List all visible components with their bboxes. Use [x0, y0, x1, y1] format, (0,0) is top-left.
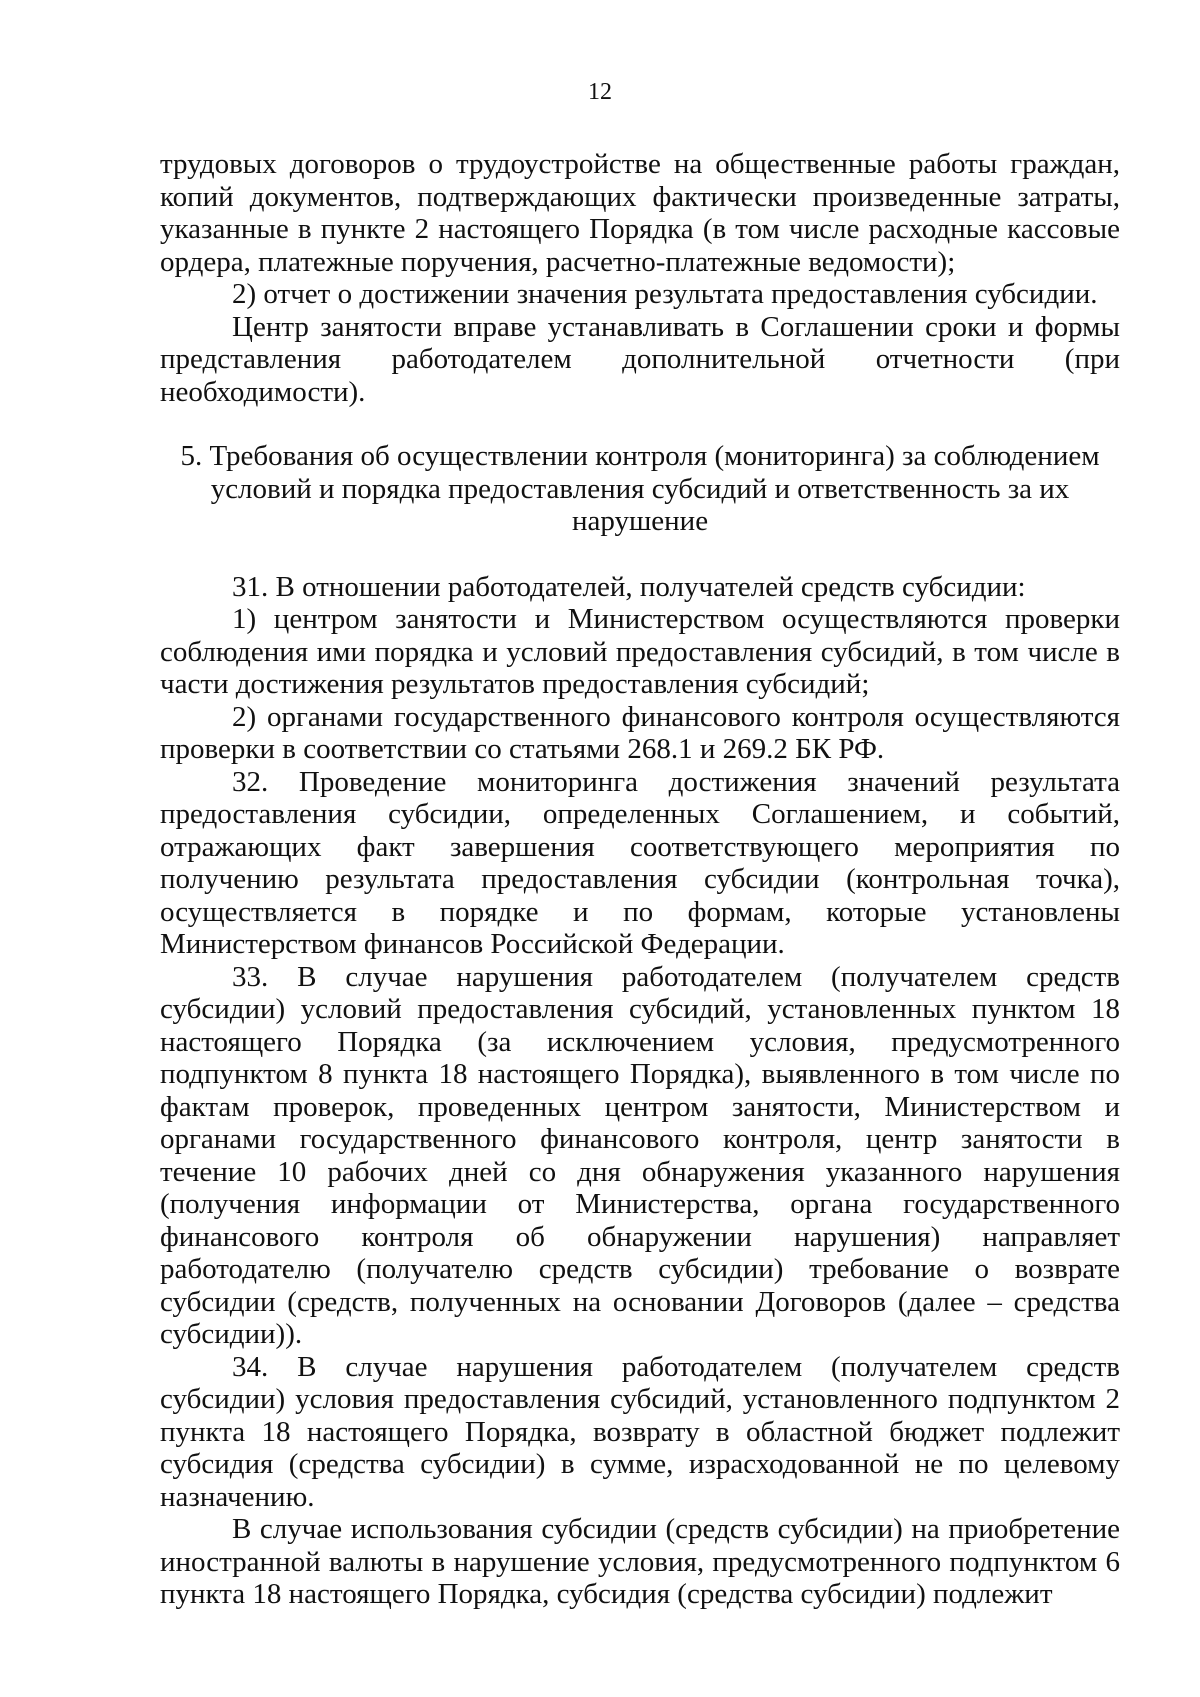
paragraph-item-32: 32. Проведение мониторинга достижения значений результата предоставления субсидии, определенных Соглашением, и событий, отражающих факт завершения соответствующего мероприятия по получению результата предоставления субсидии (контрольная точка), осуществляется в порядке и по формам, которые установлены Министерством финансов Российской Федерации. — [160, 765, 1120, 960]
section-heading-5: 5. Требования об осуществлении контроля (мониторинга) за соблюдением условий и порядка предоставления субсидий и ответственность за их нарушение — [180, 440, 1100, 537]
paragraph-item-31-1: 1) центром занятости и Министерством осуществляются проверки соблюдения ими порядка и условий предоставления субсидий, в том числе в части достижения результатов предоставления субсидий; — [160, 603, 1120, 700]
paragraph-item-33: 33. В случае нарушения работодателем (получателем средств субсидии) условий предоставления субсидий, установленных пунктом 18 настоящего Порядка (за исключением условия, предусмотренного подпунктом 8 пункта 18 настоящего Порядка), выявленного в том числе по фактам проверок, проведенных центром занятости, Министерством и органами государственного финансового контроля, центр занятости в течение 10 рабочих дней со дня обнаружения указанного нарушения (получения информации от Министерства, органа государственного финансового контроля об обнаружении нарушения) направляет работодателю (получателю средств субсидии) требование о возврате субсидии (средств, полученных на основании Договоров (далее – средства субсидии)). — [160, 960, 1120, 1350]
paragraph-report-item-2: 2) отчет о достижении значения результата предоставления субсидии. — [232, 278, 1098, 310]
document-body — [160, 148, 1120, 1611]
paragraph-item-31: 31. В отношении работодателей, получателей средств субсидии: — [232, 570, 1026, 603]
page-number: 12 — [588, 79, 612, 105]
paragraph-employment-center-terms: Центр занятости вправе устанавливать в Соглашении сроки и формы представления работодателем дополнительной отчетности (при необходимости). — [160, 310, 1120, 408]
paragraph-item-34: 34. В случае нарушения работодателем (получателем средств субсидии) условия предоставления субсидий, установленного подпунктом 2 пункта 18 настоящего Порядка, возврату в областной бюджет подлежит субсидия (средства субсидии) в сумме, израсходованной не по целевому назначению. — [160, 1350, 1120, 1513]
paragraph-continuation: трудовых договоров о трудоустройстве на общественные работы граждан, копий документов, подтверждающих фактически произведенные затраты, указанные в пункте 2 настоящего Порядка (в том числе расходные кассовые ордера, платежные поручения, расчетно-платежные ведомости); — [160, 148, 1120, 278]
paragraph-foreign-currency: В случае использования субсидии (средств субсидии) на приобретение иностранной валюты в нарушение условия, предусмотренного подпунктом 6 пункта 18 настоящего Порядка, субсидия (средства субсидии) подлежит — [160, 1513, 1120, 1610]
paragraph-item-31-2: 2) органами государственного финансового контроля осуществляются проверки в соответствии со статьями 268.1 и 269.2 БК РФ. — [160, 700, 1120, 765]
